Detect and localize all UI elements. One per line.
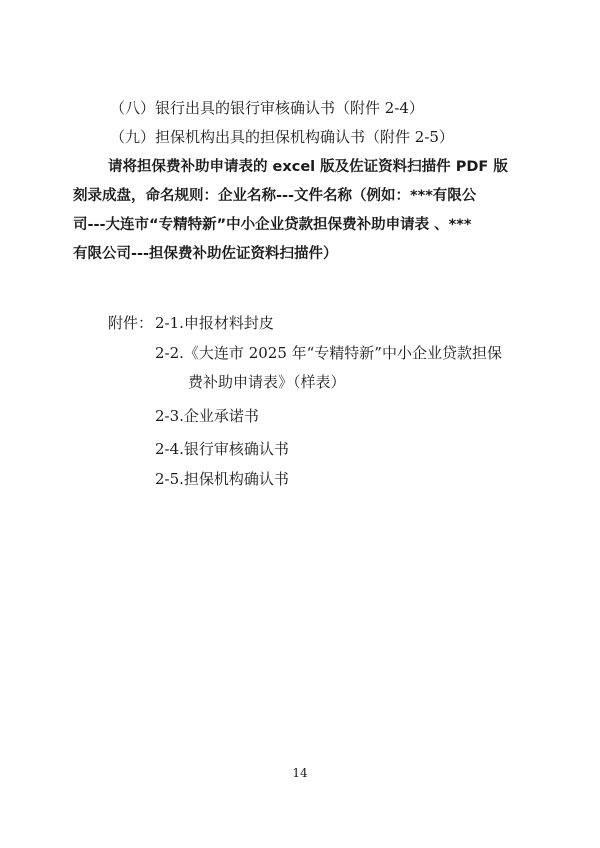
attachment-2-1: 2-1.申报材料封皮 [155,314,274,332]
attachment-2-2-continued: 费补助申请表》（样表） [188,373,346,391]
instruction-line-2: 刻录成盘，命名规则：企业名称---文件名称（例如：***有限公 [73,188,477,204]
instruction-line-4: 有限公司---担保费补助佐证资料扫描件） [73,246,338,262]
page-number: 14 [292,766,308,780]
attachment-2-2: 2-2.《大连市 2025 年“专精特新”中小企业贷款担保 [155,344,502,362]
attachments-label: 附件： [108,314,154,332]
attachment-2-4: 2-4.银行审核确认书 [155,440,289,458]
attachment-2-3: 2-3.企业承诺书 [155,407,259,425]
list-item-bank-confirmation: （八）银行出具的银行审核确认书（附件 2-4） [110,99,424,117]
list-item-guarantee-confirmation: （九）担保机构出具的担保机构确认书（附件 2-5） [110,128,454,146]
attachment-2-5: 2-5.担保机构确认书 [155,470,289,488]
instruction-line-1: 请将担保费补助申请表的 excel 版及佐证资料扫描件 PDF 版 [108,159,508,175]
instruction-line-3: 司---大连市“专精特新”中小企业贷款担保费补助申请表 、*** [73,217,472,233]
